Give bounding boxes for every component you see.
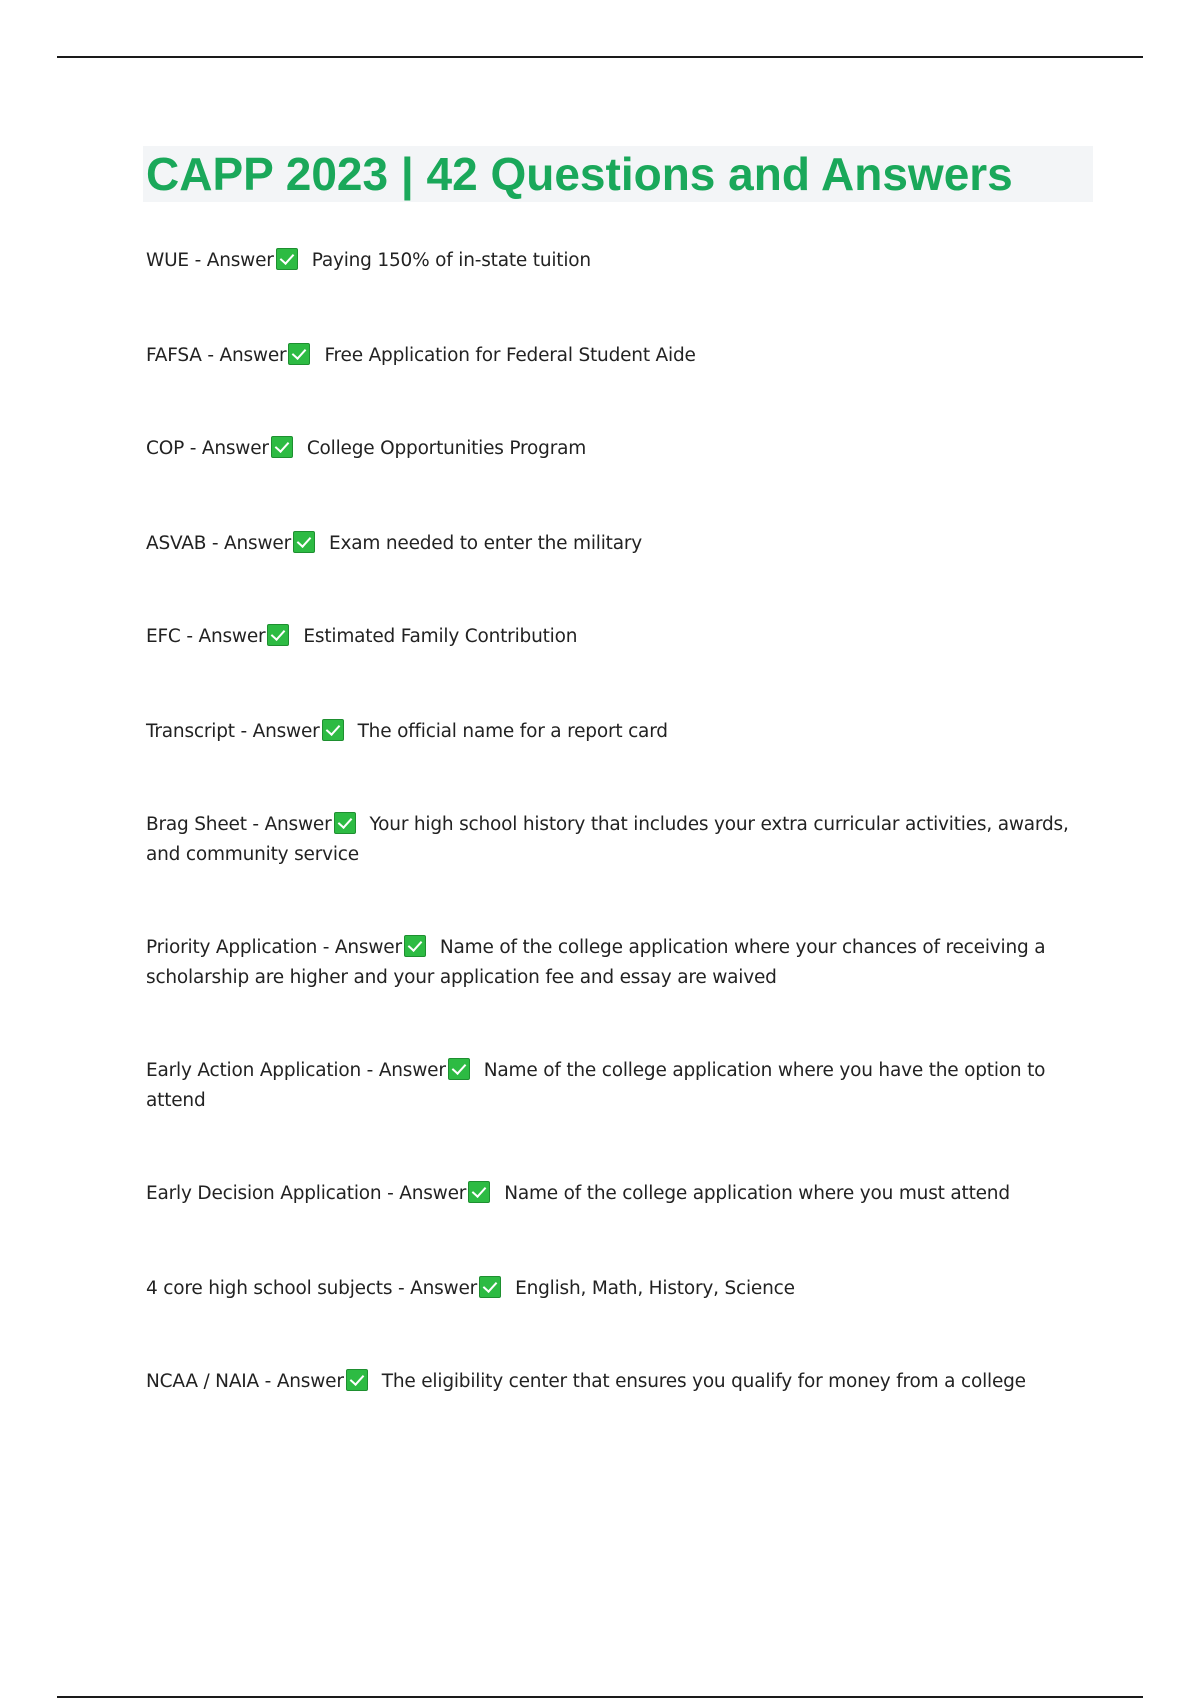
question-term: NCAA / NAIA - Answer — [146, 1371, 344, 1392]
check-box-icon — [267, 624, 289, 646]
answer-text: Name of the college application where you have the option to attend — [146, 1060, 1046, 1111]
check-box-icon — [322, 719, 344, 741]
answer-text: Free Application for Federal Student Aide — [324, 345, 696, 366]
check-box-icon — [404, 935, 426, 957]
answer-text: College Opportunities Program — [306, 438, 587, 459]
check-box-icon — [334, 812, 356, 834]
answer-text: Name of the college application where your chances of receiving a scholarship are higher and your application fee and essay are waived — [146, 937, 1046, 988]
qa-entry — [146, 529, 1076, 559]
question-term: Early Action Application - Answer — [146, 1060, 446, 1081]
answer-text: Paying 150% of in-state tuition — [311, 250, 591, 271]
question-term: WUE - Answer — [146, 250, 274, 271]
check-box-icon — [288, 343, 310, 365]
question-term: ASVAB - Answer — [146, 533, 291, 554]
question-term: Brag Sheet - Answer — [146, 814, 332, 835]
check-box-icon — [448, 1058, 470, 1080]
qa-entry — [146, 341, 1076, 371]
check-box-icon — [468, 1181, 490, 1203]
question-term: 4 core high school subjects - Answer — [146, 1278, 478, 1299]
check-box-icon — [276, 248, 298, 270]
check-box-icon — [346, 1369, 368, 1391]
answer-text: Estimated Family Contribution — [303, 626, 578, 647]
question-term: COP - Answer — [146, 438, 269, 459]
question-term: EFC - Answer — [146, 626, 266, 647]
qa-entry — [146, 810, 1076, 870]
question-term: Early Decision Application - Answer — [146, 1183, 467, 1204]
answer-text: English, Math, History, Science — [515, 1278, 795, 1299]
question-term: FAFSA - Answer — [146, 345, 287, 366]
qa-entry — [146, 246, 1076, 276]
question-term: Transcript - Answer — [146, 721, 320, 742]
qa-entry — [146, 1274, 1076, 1304]
answer-text: The eligibility center that ensures you qualify for money from a college — [381, 1371, 1026, 1392]
qa-entry — [146, 434, 1076, 464]
qa-entry — [146, 1179, 1076, 1209]
qa-entry — [146, 622, 1076, 652]
qa-entry — [146, 1367, 1076, 1397]
check-box-icon — [293, 531, 315, 553]
answer-text: Your high school history that includes your extra curricular activities, awards, and community service — [146, 814, 1069, 865]
check-box-icon — [479, 1276, 501, 1298]
answer-text: Exam needed to enter the military — [329, 533, 643, 554]
qa-entry — [146, 717, 1076, 747]
answer-text: Name of the college application where you must attend — [504, 1183, 1010, 1204]
top-rule — [57, 56, 1143, 58]
qa-entry — [146, 1056, 1076, 1116]
question-term: Priority Application - Answer — [146, 937, 402, 958]
qa-entry — [146, 933, 1076, 993]
check-box-icon — [271, 436, 293, 458]
bottom-rule — [57, 1696, 1143, 1698]
document-title: CAPP 2023 | 42 Questions and Answers — [146, 148, 1013, 200]
answer-text: The official name for a report card — [357, 721, 668, 742]
